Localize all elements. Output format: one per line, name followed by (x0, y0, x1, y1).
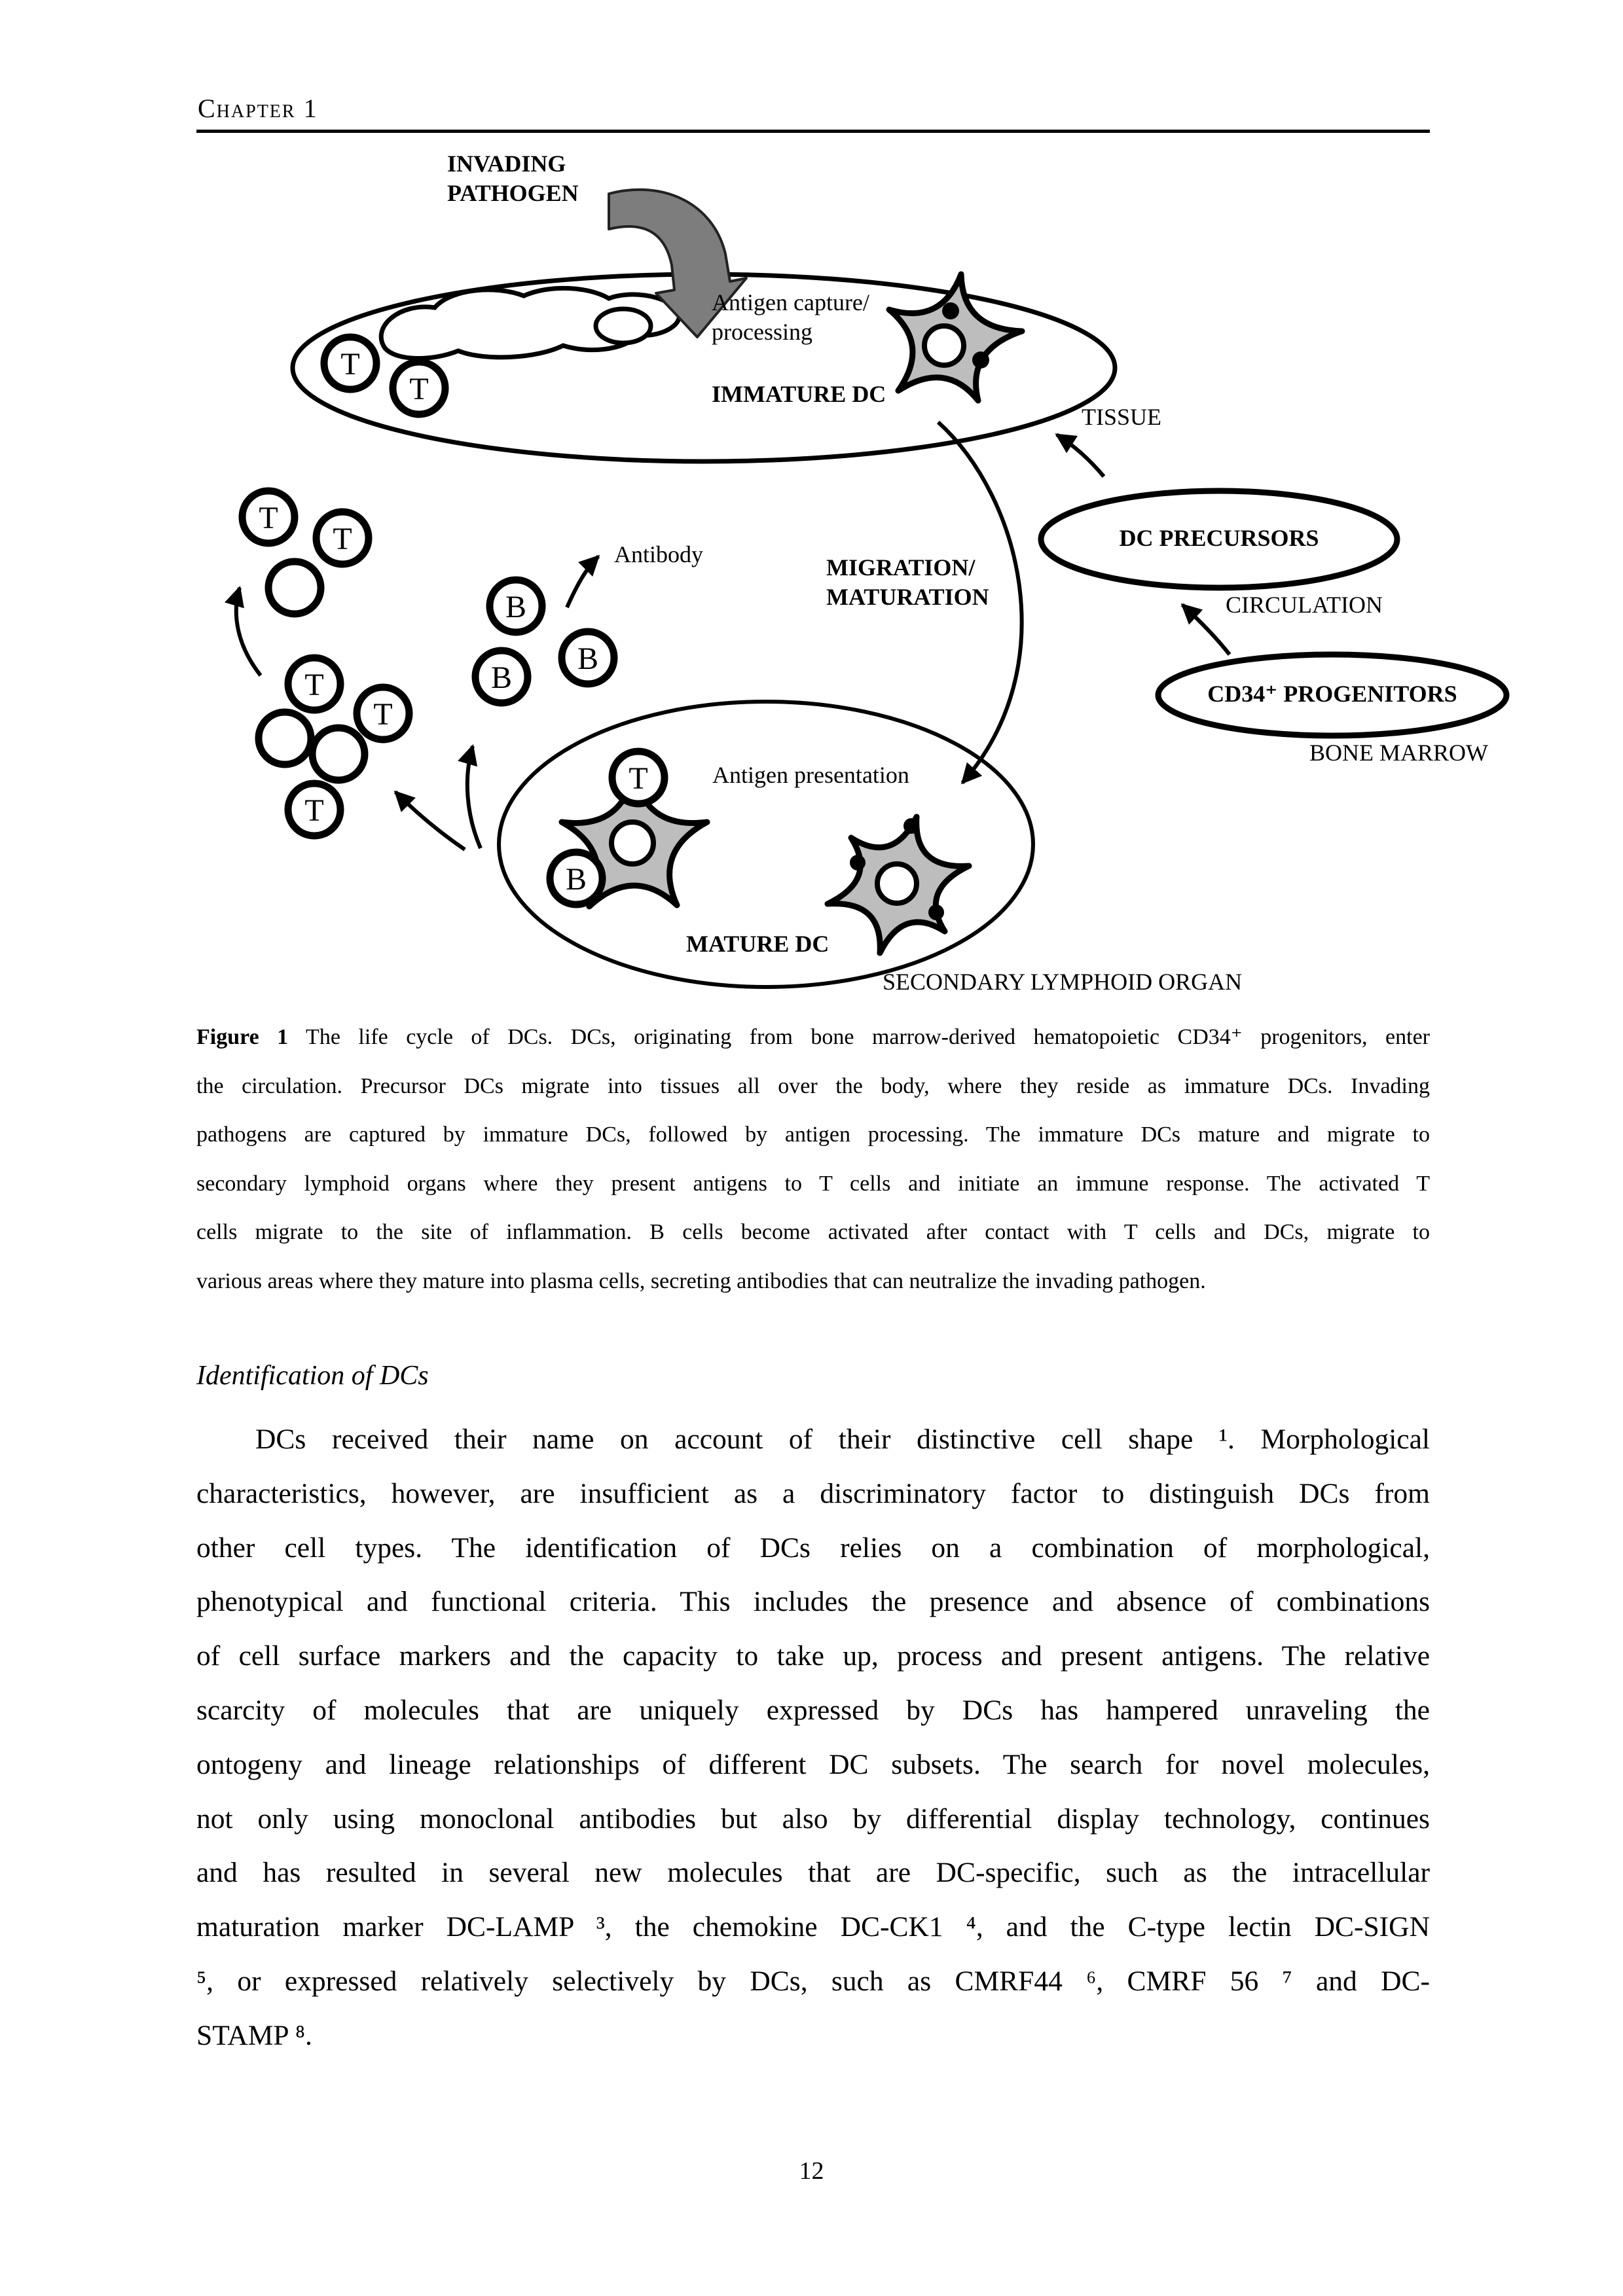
body-line: maturation marker DC-LAMP ³, the chemokine DC-CK1 ⁴, and the C-type lectin DC-SIGN (196, 1911, 1430, 1943)
label-tissue: TISSUE (1082, 404, 1162, 430)
b-cell (475, 651, 528, 703)
page-number: 12 (799, 2157, 824, 2185)
cell-letter: T (409, 372, 429, 406)
label-dc-precursors: DC PRECURSORS (1119, 525, 1319, 551)
mature-dc-icon (828, 817, 969, 953)
precursors-to-tissue-arrow-icon (1057, 435, 1104, 476)
t-cell (316, 512, 369, 564)
label-line: MATURATION (826, 584, 989, 611)
body-line: scarcity of molecules that are uniquely expressed by DCs has hampered unraveling the (196, 1694, 1430, 1726)
body-line: ⁵, or expressed relatively selectively by DCs, such as CMRF44 ⁶, CMRF 56 ⁷ and DC- (196, 1965, 1430, 1997)
label-antigen-presentation: Antigen presentation (712, 762, 909, 788)
label-secondary-lymphoid-organ: SECONDARY LYMPHOID ORGAN (883, 969, 1243, 995)
body-line: ontogeny and lineage relationships of different DC subsets. The search for novel molecules, (196, 1748, 1430, 1780)
label-line: Antigen capture/ (712, 289, 869, 315)
label-antibody: Antibody (614, 541, 704, 567)
t-cell (288, 658, 340, 710)
immature-dc-icon (889, 274, 1022, 401)
label-circulation: CIRCULATION (1226, 592, 1383, 618)
label-line: INVADING (447, 151, 566, 177)
t-cell (242, 491, 295, 543)
caption-line (196, 1013, 1430, 1062)
cell-letter: T (304, 668, 324, 702)
label-mature-dc: MATURE DC (686, 931, 830, 957)
t-cell-migration-arrow-icon (236, 588, 261, 675)
cell-letter: B (565, 862, 587, 897)
plain-cell (268, 562, 321, 614)
body-line: not only using monoclonal antibodies but also by differential display technology, continues (196, 1803, 1430, 1835)
chapter-header: Chapter 1 (198, 94, 318, 123)
caption-line: various areas where they mature into plasma cells, secreting antibodies that can neutralize the invading pathogen. (196, 1268, 1206, 1293)
progenitors-to-circulation-arrow-icon (1182, 605, 1230, 655)
caption-line: secondary lymphoid organs where they present antigens to T cells and initiate an immune response. The activated T (196, 1171, 1430, 1196)
t-cell (393, 362, 445, 414)
caption-text: The life cycle of DCs. DCs, originating from bone marrow-derived hematopoietic CD34⁺ progenitors, enter (288, 1025, 1430, 1049)
body-line: phenotypical and functional criteria. This includes the presence and absence of combinations (196, 1586, 1430, 1618)
cell-letter: T (629, 761, 648, 796)
figure-caption (196, 1013, 1430, 1306)
section-heading: Identification of DCs (196, 1361, 429, 1391)
lymphoid-exit-arrow-icon (467, 746, 481, 848)
body-line: other cell types. The identification of DCs relies on a combination of morphological, (196, 1532, 1430, 1564)
body-line: STAMP ⁸. (196, 2019, 312, 2051)
cell-letter: B (505, 590, 527, 624)
label-immature-dc: IMMATURE DC (712, 381, 886, 407)
plain-cell (312, 728, 365, 780)
label-cd34-progenitors: CD34⁺ PROGENITORS (1207, 681, 1457, 707)
plain-cell (259, 712, 311, 764)
lymphoid-exit-arrow-icon (395, 792, 465, 850)
t-cell (324, 337, 376, 389)
b-cell (550, 852, 602, 905)
cell-letter: T (340, 347, 360, 382)
t-cell (612, 751, 665, 804)
t-cell (288, 783, 340, 836)
body-line: of cell surface markers and the capacity to take up, process and present antigens. The relative (196, 1640, 1430, 1672)
b-cell (562, 632, 614, 684)
label-antigen-capture (712, 288, 869, 348)
b-cell (490, 580, 542, 632)
label-invading-pathogen (447, 149, 579, 209)
body-line: and has resulted in several new molecules that are DC-specific, such as the intracellular (196, 1857, 1430, 1889)
label-bone-marrow: BONE MARROW (1309, 740, 1489, 766)
label-line: PATHOGEN (447, 180, 579, 207)
caption-line: pathogens are captured by immature DCs, followed by antigen processing. The immature DCs mature and migrate to (196, 1122, 1430, 1147)
label-line: MIGRATION/ (826, 554, 976, 581)
caption-line: cells migrate to the site of inflammation. B cells become activated after contact with T cells and DCs, migrate to (196, 1220, 1430, 1244)
body-line: characteristics, however, are insufficient as a discriminatory factor to distinguish DCs from (196, 1477, 1430, 1509)
cell-letter: B (490, 660, 513, 695)
figure-number: Figure 1 (196, 1025, 289, 1049)
cell-letter: B (577, 641, 599, 676)
antibody-arrow-icon (567, 556, 598, 607)
caption-line: the circulation. Precursor DCs migrate into tissues all over the body, where they reside as immature DCs. Invading (196, 1073, 1430, 1098)
cell-letter: T (304, 793, 324, 828)
label-migration-maturation (826, 553, 989, 613)
t-cell (357, 687, 409, 740)
cell-letter: T (333, 522, 352, 556)
cell-letter: T (259, 501, 278, 535)
section-body (196, 1412, 1430, 2063)
dc-life-cycle-diagram (0, 0, 1623, 1021)
cell-letter: T (373, 697, 393, 732)
label-line: processing (712, 319, 812, 346)
body-line: DCs received their name on account of their distinctive cell shape ¹. Morphological (255, 1424, 1430, 1455)
